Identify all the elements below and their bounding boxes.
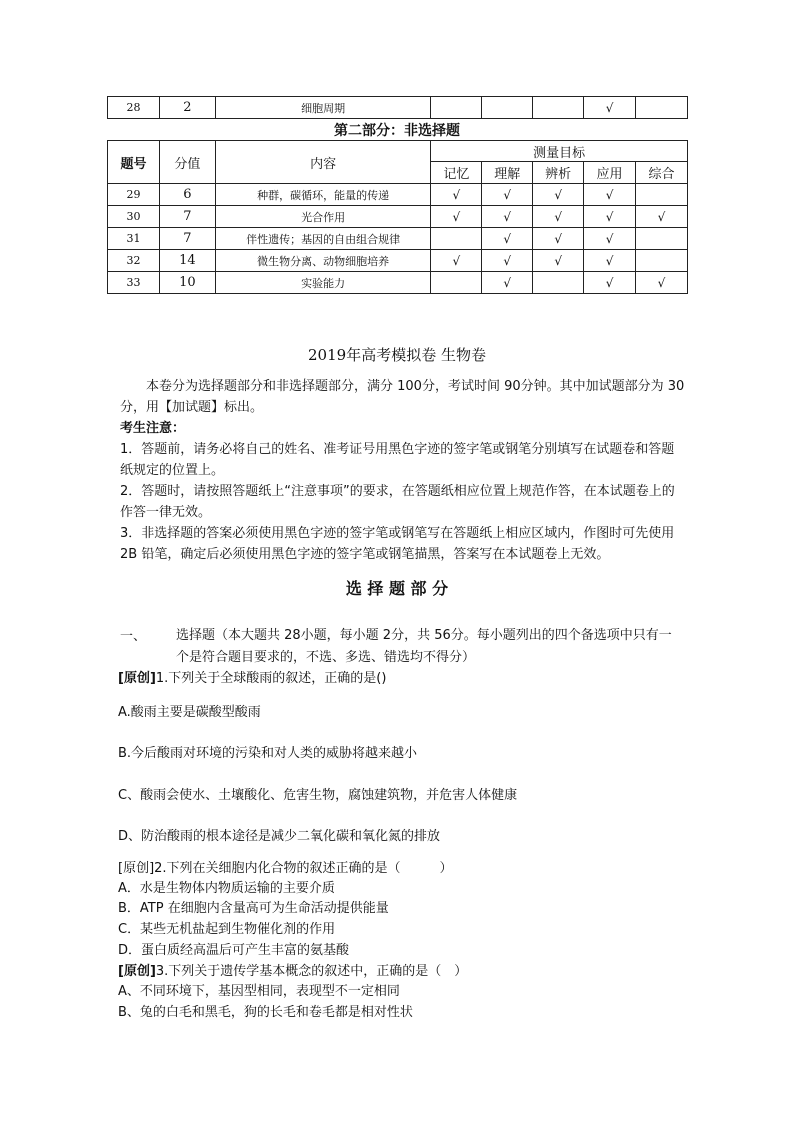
table-row bbox=[108, 272, 688, 294]
question-tag: [原创] bbox=[118, 671, 156, 686]
q1-option-b: B.今后酸雨对环境的污染和对人类的威胁将越来越小 bbox=[118, 746, 418, 761]
question-text: 1.下列关于全球酸雨的叙述，正确的是() bbox=[155, 671, 387, 686]
score-value: 10 bbox=[159, 272, 215, 294]
mark-cell: √ bbox=[431, 206, 482, 228]
header-score: 分值 bbox=[159, 141, 215, 184]
mark-cell bbox=[533, 272, 584, 294]
content-cell: 伴性遗传；基因的自由组合规律 bbox=[215, 228, 431, 250]
q3-option-b: B、兔的白毛和黑毛，狗的长毛和卷毛都是相对性状 bbox=[118, 1005, 413, 1020]
header-col: 综合 bbox=[636, 162, 688, 184]
mark-cell: √ bbox=[482, 250, 533, 272]
mark-cell: √ bbox=[533, 184, 584, 206]
notice-item-3: 3．非选择题的答案必须使用黑色字迹的签字笔或钢笔写在答题纸上相应区域内，作图时可先使用 2B 铅笔，确定后必须使用黑色字迹的签字笔或钢笔描黑，答案写在本试题卷上无效。 bbox=[120, 526, 675, 562]
mark-cell: √ bbox=[584, 206, 636, 228]
mark-cell bbox=[431, 272, 482, 294]
question-tag: [原创] bbox=[118, 964, 156, 979]
q2-option-c: C．某些无机盐起到生物催化剂的作用 bbox=[118, 922, 336, 937]
q2-option-a: A．水是生物体内物质运输的主要介质 bbox=[118, 881, 335, 896]
question-3-stem bbox=[118, 960, 467, 979]
question-number: 33 bbox=[108, 272, 160, 294]
mark-cell: √ bbox=[482, 206, 533, 228]
content-cell: 种群，碳循环，能量的传递 bbox=[215, 184, 431, 206]
header-targets: 测量目标 bbox=[431, 141, 688, 162]
question-number: 32 bbox=[108, 250, 160, 272]
mark-cell: √ bbox=[431, 250, 482, 272]
section-heading: 选 择 题 部 分 bbox=[345, 579, 449, 598]
content-cell: 微生物分离、动物细胞培养 bbox=[215, 250, 431, 272]
section-description: 选择题（本大题共 28小题，每小题 2分，共 56分。每小题列出的四个备选项中只有一个是符合题目要求的，不选、多选、错选均不得分） bbox=[176, 628, 672, 665]
mark-cell bbox=[431, 228, 482, 250]
exam-title: 2019年高考模拟卷 生物卷 bbox=[308, 346, 486, 364]
mark-cell bbox=[636, 184, 688, 206]
q3-option-a: A、不同环境下，基因型相同，表现型不一定相同 bbox=[118, 984, 400, 999]
mark-cell: √ bbox=[482, 228, 533, 250]
table-row bbox=[108, 97, 688, 119]
mark-cell: √ bbox=[482, 184, 533, 206]
q2-option-b: B．ATP 在细胞内含量高可为生命活动提供能量 bbox=[118, 901, 389, 916]
score-value: 7 bbox=[159, 228, 215, 250]
mark-cell bbox=[636, 228, 688, 250]
mark-cell bbox=[533, 97, 584, 119]
content-cell: 细胞周期 bbox=[215, 97, 431, 119]
header-col: 记忆 bbox=[431, 162, 482, 184]
score-value: 2 bbox=[159, 97, 215, 119]
question-1-stem bbox=[118, 667, 386, 686]
mark-cell bbox=[636, 250, 688, 272]
mark-cell: √ bbox=[584, 272, 636, 294]
q1-option-c: C、酸雨会使水、土壤酸化、危害生物，腐蚀建筑物，并危害人体健康 bbox=[118, 788, 518, 803]
question-number: 30 bbox=[108, 206, 160, 228]
notice-title: 考生注意： bbox=[120, 421, 186, 436]
table-top bbox=[107, 96, 688, 119]
header-col: 辨析 bbox=[533, 162, 584, 184]
content-cell: 光合作用 bbox=[215, 206, 431, 228]
mark-cell: √ bbox=[636, 206, 688, 228]
mark-cell: √ bbox=[584, 184, 636, 206]
q1-option-a: A.酸雨主要是碳酸型酸雨 bbox=[118, 705, 261, 720]
mark-cell: √ bbox=[636, 272, 688, 294]
table-row bbox=[108, 250, 688, 272]
mark-cell: √ bbox=[533, 206, 584, 228]
mark-cell: √ bbox=[584, 228, 636, 250]
header-col: 应用 bbox=[584, 162, 636, 184]
question-text: 3.下列关于遗传学基本概念的叙述中，正确的是（ ） bbox=[155, 964, 468, 979]
q2-option-d: D．蛋白质经高温后可产生丰富的氨基酸 bbox=[118, 943, 350, 958]
question-number: 31 bbox=[108, 228, 160, 250]
content-cell: 实验能力 bbox=[215, 272, 431, 294]
mark-cell bbox=[636, 97, 688, 119]
question-2-stem: [原创]2.下列在关细胞内化合物的叙述正确的是（ ） bbox=[118, 861, 453, 876]
table-row bbox=[108, 206, 688, 228]
mark-cell bbox=[482, 97, 533, 119]
header-content: 内容 bbox=[215, 141, 431, 184]
mark-cell: √ bbox=[533, 228, 584, 250]
mark-cell bbox=[431, 97, 482, 119]
q1-option-d: D、防治酸雨的根本途径是减少二氧化碳和氧化氮的排放 bbox=[118, 829, 441, 844]
mark-cell: √ bbox=[584, 97, 636, 119]
notice-item-2: 2．答题时，请按照答题纸上“注意事项”的要求，在答题纸相应位置上规范作答，在本试题卷上的作答一律无效。 bbox=[120, 484, 675, 520]
header-no: 题号 bbox=[108, 141, 160, 184]
mark-cell: √ bbox=[431, 184, 482, 206]
question-number: 28 bbox=[108, 97, 160, 119]
table-part2 bbox=[107, 140, 688, 294]
notice-item-1: 1．答题前，请务必将自己的姓名、准考证号用黑色字迹的签字笔或钢笔分别填写在试题卷和答题纸规定的位置上。 bbox=[120, 442, 675, 478]
intro-paragraph: 本卷分为选择题部分和非选择题部分，满分 100分，考试时间 90分钟。其中加试题部分为 30分，用【加试题】标出。 bbox=[120, 379, 685, 415]
mark-cell: √ bbox=[584, 250, 636, 272]
question-number: 29 bbox=[108, 184, 160, 206]
table-row bbox=[108, 184, 688, 206]
mark-cell: √ bbox=[533, 250, 584, 272]
score-value: 14 bbox=[159, 250, 215, 272]
score-value: 7 bbox=[159, 206, 215, 228]
header-col: 理解 bbox=[482, 162, 533, 184]
section-number: 一、 bbox=[120, 629, 147, 644]
mark-cell: √ bbox=[482, 272, 533, 294]
table-row bbox=[108, 228, 688, 250]
score-value: 6 bbox=[159, 184, 215, 206]
part2-title: 第二部分：非选择题 bbox=[334, 123, 460, 139]
